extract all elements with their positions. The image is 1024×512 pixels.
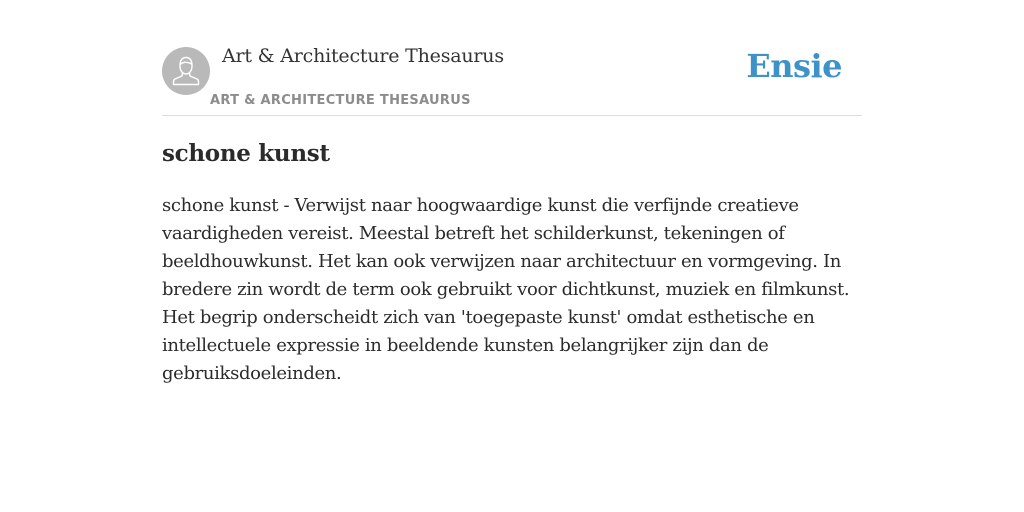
avatar[interactable] <box>162 47 210 95</box>
term-title: schone kunst <box>162 140 330 167</box>
entry-card <box>162 0 862 512</box>
brand-logo[interactable]: Ensie <box>746 47 842 85</box>
term-definition: schone kunst - Verwijst naar hoogwaardige kunst die verfijnde creatieve vaardigheden vereist. Meestal betreft het schilderkunst, tekeningen of beeldhouwkunst. Het kan ook verwijzen naar architectuur en vormgeving. In bredere zin wordt de term ook gebruikt voor dichtkunst, muziek en filmkunst. Het begrip onderscheidt zich van 'toegepaste kunst' omdat esthetische en intellectuele expressie in beeldende kunsten belangrijker zijn dan de gebruiksdoeleinden. <box>162 195 850 384</box>
author-name[interactable]: Art & Architecture Thesaurus <box>222 45 504 67</box>
entry-header <box>162 0 862 116</box>
source-name[interactable]: ART & ARCHITECTURE THESAURUS <box>210 93 471 108</box>
user-silhouette-icon <box>162 47 210 95</box>
